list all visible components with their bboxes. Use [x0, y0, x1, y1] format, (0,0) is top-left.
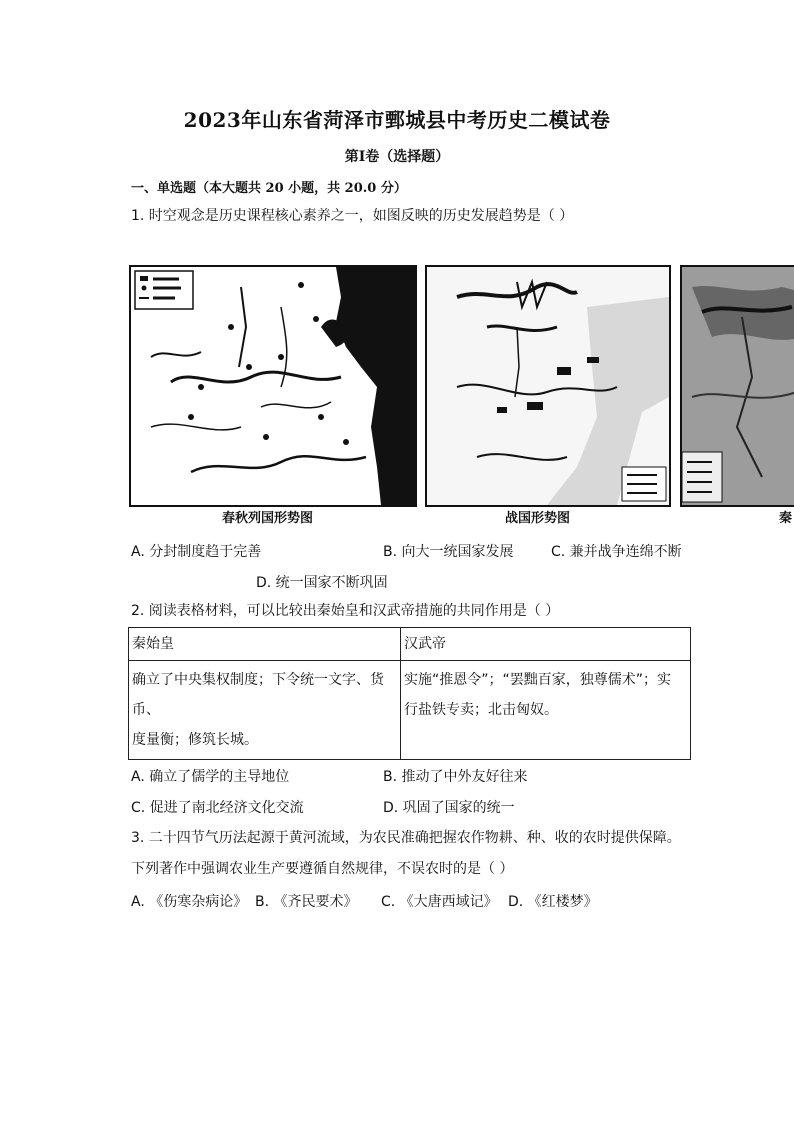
- table-cell-qin-line2: 度量衡；修筑长城。: [132, 732, 258, 748]
- q3-option-a[interactable]: A. 《伤寒杂病论》: [131, 894, 248, 910]
- q3-option-b[interactable]: B. 《齐民要术》: [255, 894, 358, 910]
- question-1-stem: 1. 时空观念是历史课程核心素养之一，如图反映的历史发展趋势是（ ）: [131, 208, 574, 224]
- page-title: 2023年山东省菏泽市鄄城县中考历史二模试卷: [183, 108, 611, 132]
- table-header-qin: 秦始皇: [129, 628, 401, 661]
- table-cell-qin-line1: 确立了中央集权制度；下令统一文字、货币、: [132, 672, 384, 718]
- map-spring-autumn: [129, 265, 417, 507]
- q2-option-a[interactable]: A. 确立了儒学的主导地位: [131, 769, 290, 785]
- map-warring-states: [425, 265, 671, 507]
- q1-option-d[interactable]: D. 统一国家不断巩固: [256, 575, 388, 591]
- map-qin: [680, 265, 794, 507]
- q1-option-a[interactable]: A. 分封制度趋于完善: [131, 544, 262, 560]
- q3-option-d[interactable]: D. 《红楼梦》: [508, 894, 598, 910]
- question-1-maps: [127, 265, 794, 527]
- map-caption-3: 秦: [779, 511, 793, 526]
- section-heading: 一、单选题（本大题共 20 小题，共 20.0 分）: [131, 181, 407, 196]
- volume-title: 第Ⅰ卷（选择题）: [344, 149, 450, 165]
- question-3-stem-line2: 下列著作中强调农业生产要遵循自然规律，不误农时的是（ ）: [131, 861, 514, 877]
- table-cell-qin: [129, 661, 401, 760]
- q2-option-b[interactable]: B. 推动了中外友好往来: [383, 769, 528, 785]
- q1-option-c[interactable]: C. 兼并战争连绵不断: [551, 544, 682, 560]
- table-cell-han-line2: 行盐铁专卖；北击匈奴。: [404, 702, 558, 718]
- q1-option-b[interactable]: B. 向大一统国家发展: [383, 544, 514, 560]
- q2-option-c[interactable]: C. 促进了南北经济文化交流: [131, 800, 304, 816]
- map-caption-2: 战国形势图: [505, 511, 571, 526]
- question-3-stem-line1: 3. 二十四节气历法起源于黄河流域，为农民准确把握农作物耕、种、收的农时提供保障。: [131, 830, 681, 846]
- q3-option-c[interactable]: C. 《大唐西域记》: [381, 894, 498, 910]
- table-cell-han: [401, 661, 691, 760]
- question-2-stem: 2. 阅读表格材料，可以比较出秦始皇和汉武帝措施的共同作用是（ ）: [131, 603, 560, 619]
- map-caption-1: 春秋列国形势图: [222, 511, 314, 526]
- q2-option-d[interactable]: D. 巩固了国家的统一: [383, 800, 515, 816]
- table-cell-han-line1: 实施“推恩令”；“罢黜百家，独尊儒术”；实: [404, 672, 672, 688]
- table-header-han: 汉武帝: [401, 628, 691, 661]
- comparison-table: [128, 627, 691, 760]
